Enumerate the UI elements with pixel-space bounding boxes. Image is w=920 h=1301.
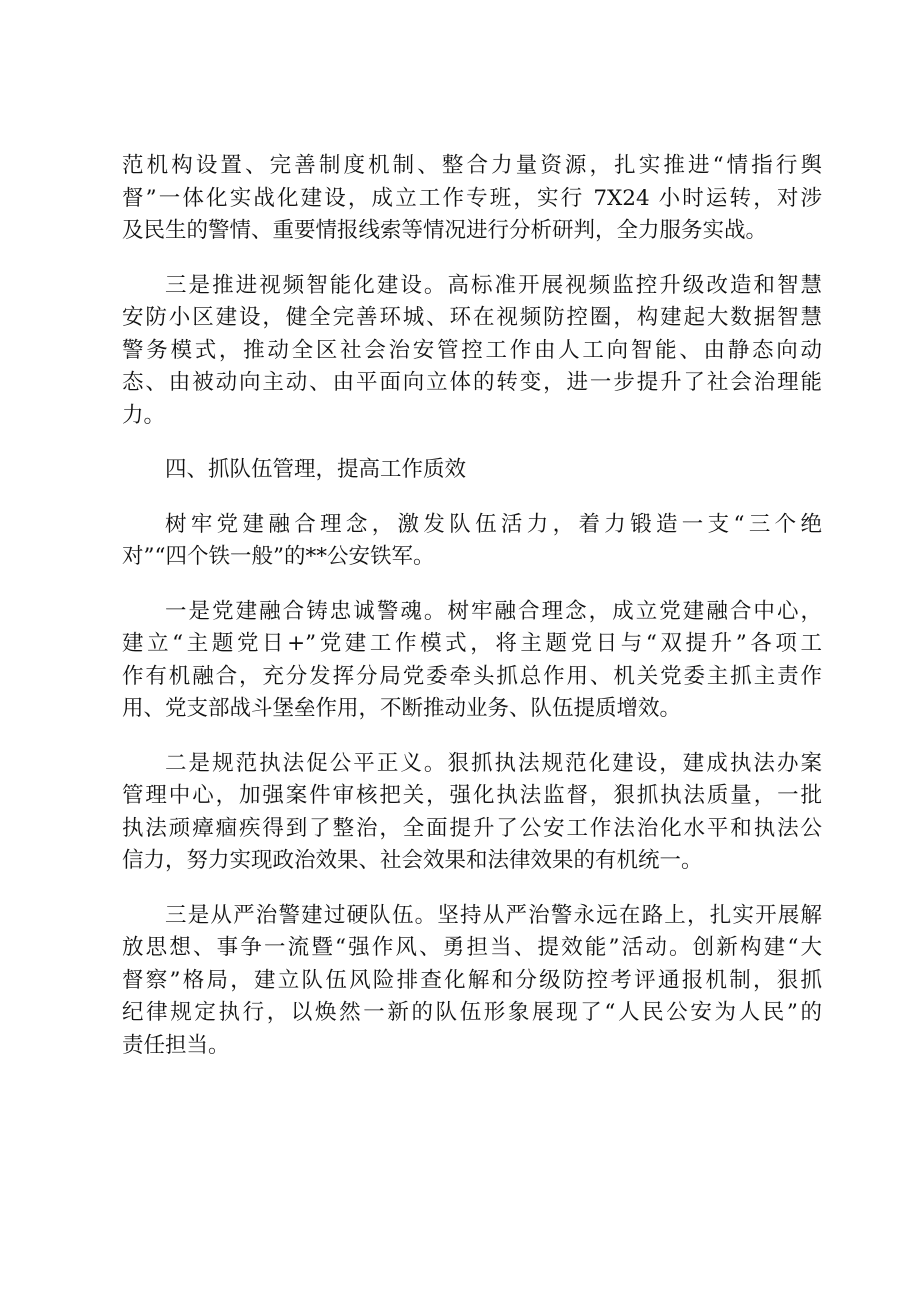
text-line: 督”一体化实战化建设，成立工作专班，实行 7X24 小时运转，对涉	[122, 185, 822, 211]
text-line: 作有机融合，充分发挥分局党委牵头抓总作用、机关党委主抓主责作	[122, 663, 822, 689]
text-line: 二是规范执法促公平正义。狠抓执法规范化建设，建成执法办案	[165, 750, 822, 776]
text-line: 对”“四个铁一般”的**公安铁军。	[122, 544, 435, 569]
text-line: 责任担当。	[122, 1032, 230, 1058]
text-line: 管理中心，加强案件审核把关，强化执法监督，狠抓执法质量，一批	[122, 783, 822, 808]
text-line: 三是推进视频智能化建设。高标准开展视频监控升级改造和智慧	[165, 272, 822, 298]
paragraph-p6	[122, 748, 822, 878]
text-line: 建立“主题党日+”党建工作模式，将主题党日与“双提升”各项工	[122, 631, 822, 656]
text-line: 纪律规定执行，以焕然一新的队伍形象展现了“人民公安为人民”的	[122, 1000, 822, 1025]
text-line: 信力，努力实现政治效果、社会效果和法律效果的有机统一。	[122, 848, 703, 873]
paragraph-p7	[122, 900, 822, 1063]
text-line: 三是从严治警建过硬队伍。坚持从严治警永远在路上，扎实开展解	[165, 902, 822, 928]
paragraph-p4	[122, 509, 822, 574]
text-line: 四、抓队伍管理，提高工作质效	[165, 457, 467, 482]
paragraph-p2	[122, 270, 822, 433]
text-line: 执法顽瘴痼疾得到了整治，全面提升了公安工作法治化水平和执法公	[122, 815, 822, 841]
document-body	[122, 150, 822, 1084]
text-line: 力。	[122, 402, 166, 428]
text-line: 安防小区建设，健全完善环城、环在视频防控圈，构建起大数据智慧	[122, 305, 822, 330]
text-line: 用、党支部战斗堡垒作用，不断推动业务、队伍提质增效。	[122, 696, 682, 721]
text-line: 范机构设置、完善制度机制、整合力量资源，扎实推进“情指行舆	[122, 153, 822, 178]
text-line: 态、由被动向主动、由平面向立体的转变，进一步提升了社会治理能	[122, 370, 822, 395]
text-line: 督察”格局，建立队伍风险排查化解和分级防控考评通报机制，狠抓	[122, 967, 822, 993]
text-line: 及民生的警情、重要情报线索等情况进行分析研判，全力服务实战。	[122, 218, 768, 243]
text-line: 警务模式，推动全区社会治安管控工作由人工向智能、由静态向动	[122, 337, 822, 363]
text-line: 放思想、事争一流暨“强作风、勇担当、提效能”活动。创新构建“大	[122, 935, 822, 960]
paragraph-p3	[122, 454, 822, 487]
paragraph-p5	[122, 596, 822, 726]
text-line: 一是党建融合铸忠诚警魂。树牢融合理念，成立党建融合中心，	[165, 598, 822, 624]
text-line: 树牢党建融合理念，激发队伍活力，着力锻造一支“三个绝	[165, 511, 822, 537]
paragraph-p1	[122, 150, 822, 248]
